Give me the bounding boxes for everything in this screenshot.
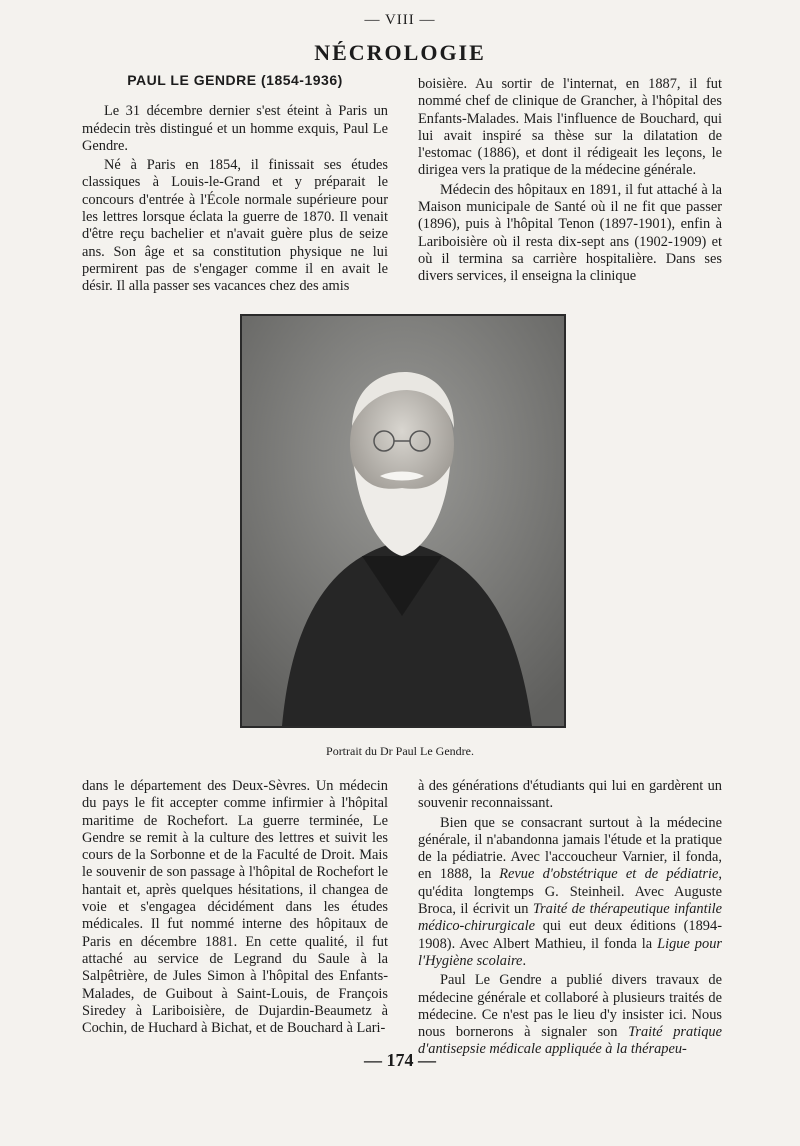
portrait-photo <box>240 314 566 728</box>
text-run: Paul Le Gendre a publié divers travaux de médecine générale et collaboré à plusieurs traités de médecine. Ce n'est pas le lieu d'y insister ici. Nous nous bornerons à signaler son <box>418 972 722 1041</box>
paragraph: Né à Paris en 1854, il finissait ses études classiques à Louis-le-Grand et y préparait le concours d'entrée à l'École normale supérieure pour les lettres lorsque éclata la guerre de 1870. Il venait d'être reçu bachelier et n'avait guère plus de seize ans. Son âge et sa constitution physique ne lui permirent pas de s'engager comme il en avait le désir. Il alla passer ses vacances chez des amis <box>82 157 388 295</box>
left-column-bottom <box>82 778 388 1037</box>
page-folio: — 174 — <box>364 1050 436 1070</box>
right-column-top <box>418 76 722 286</box>
page-number: — VIII — <box>364 12 436 28</box>
text-run: . <box>522 952 527 969</box>
section-title: NÉCROLOGIE <box>314 40 486 65</box>
text-run: Bien que se consacrant surtout à la médecine générale, il n'abandonna jamais l'étude et la pratique de la pédiatrie. Avec l'accoucheur Varnier, il fonda, en 1888, la <box>418 814 722 883</box>
book-title: Traité de thérapeutique infantile médico-chirurgicale <box>418 901 723 935</box>
portrait-illustration <box>242 316 564 726</box>
portrait-caption: Portrait du Dr Paul Le Gendre. <box>326 744 474 758</box>
article-title: PAUL LE GENDRE (1854-1936) <box>127 72 343 88</box>
right-column-bottom <box>418 778 722 1059</box>
paragraph: dans le département des Deux-Sèvres. Un médecin du pays le fit accepter comme infirmier à l'hôpital maritime de Rochefort. La guerre terminée, Le Gendre se remit à la culture des lettres et suivit les cours de la Sorbonne et de la Faculté de Droit. Mais le souvenir de son passage à l'hôpital de Rochefort le hantait et, après quelques hésitations, il changea de voie et s'engagea décidément dans les études médicales. Il fut nommé interne des hôpitaux de Paris en décembre 1881. En cette qualité, il fut attaché au service de Legrand du Saule à la Salpêtrière, de Jules Simon à l'hôpital des Enfants-Malades, de Guibout à Saint-Louis, de François Siredey à Lariboisière, de Dujardin-Beaumetz à Cochin, de Huchard à Bichat, et de Bouchard à Lari- <box>82 778 388 1037</box>
journal-title: Revue d'obstétrique et de pédiatrie <box>499 866 719 883</box>
text-run: , qu'édita longtemps G. Steinheil. Avec Auguste Broca, il écrivit un <box>418 866 722 918</box>
league-name: Ligue pour l'Hygiène scolaire <box>418 935 722 969</box>
book-title: Traité pratique d'antisepsie médicale appliquée à la thérapeu- <box>418 1024 722 1058</box>
left-column-top <box>82 72 388 296</box>
text-run: qui eut deux éditions (1894-1908). Avec Albert Mathieu, il fonda la <box>418 918 722 952</box>
paragraph <box>418 815 722 971</box>
paragraph <box>418 972 722 1058</box>
paragraph: Le 31 décembre dernier s'est éteint à Paris un médecin très distingué et un homme exquis, Paul Le Gendre. <box>82 103 388 154</box>
paragraph: à des générations d'étudiants qui lui en gardèrent un souvenir reconnaissant. <box>418 778 722 812</box>
paragraph: Médecin des hôpitaux en 1891, il fut attaché à la Maison municipale de Santé où il ne fit que passer (1896), puis à l'hôpital Tenon (1897-1901), enfin à Lariboisière où il resta dix-sept ans (1902-1909) et où il termina sa carrière hospitalière. Dans ses divers services, il enseigna la clinique <box>418 181 722 285</box>
paragraph: boisière. Au sortir de l'internat, en 1887, il fut nommé chef de clinique de Grancher, à l'hôpital des Enfants-Malades. Mais l'influence de Bouchard, qui lui avait inspiré sa thèse sur la dilatation de l'estomac (1886), et dont il rédigeait les leçons, le dirigea vers la pratique de la médecine générale. <box>418 76 722 179</box>
